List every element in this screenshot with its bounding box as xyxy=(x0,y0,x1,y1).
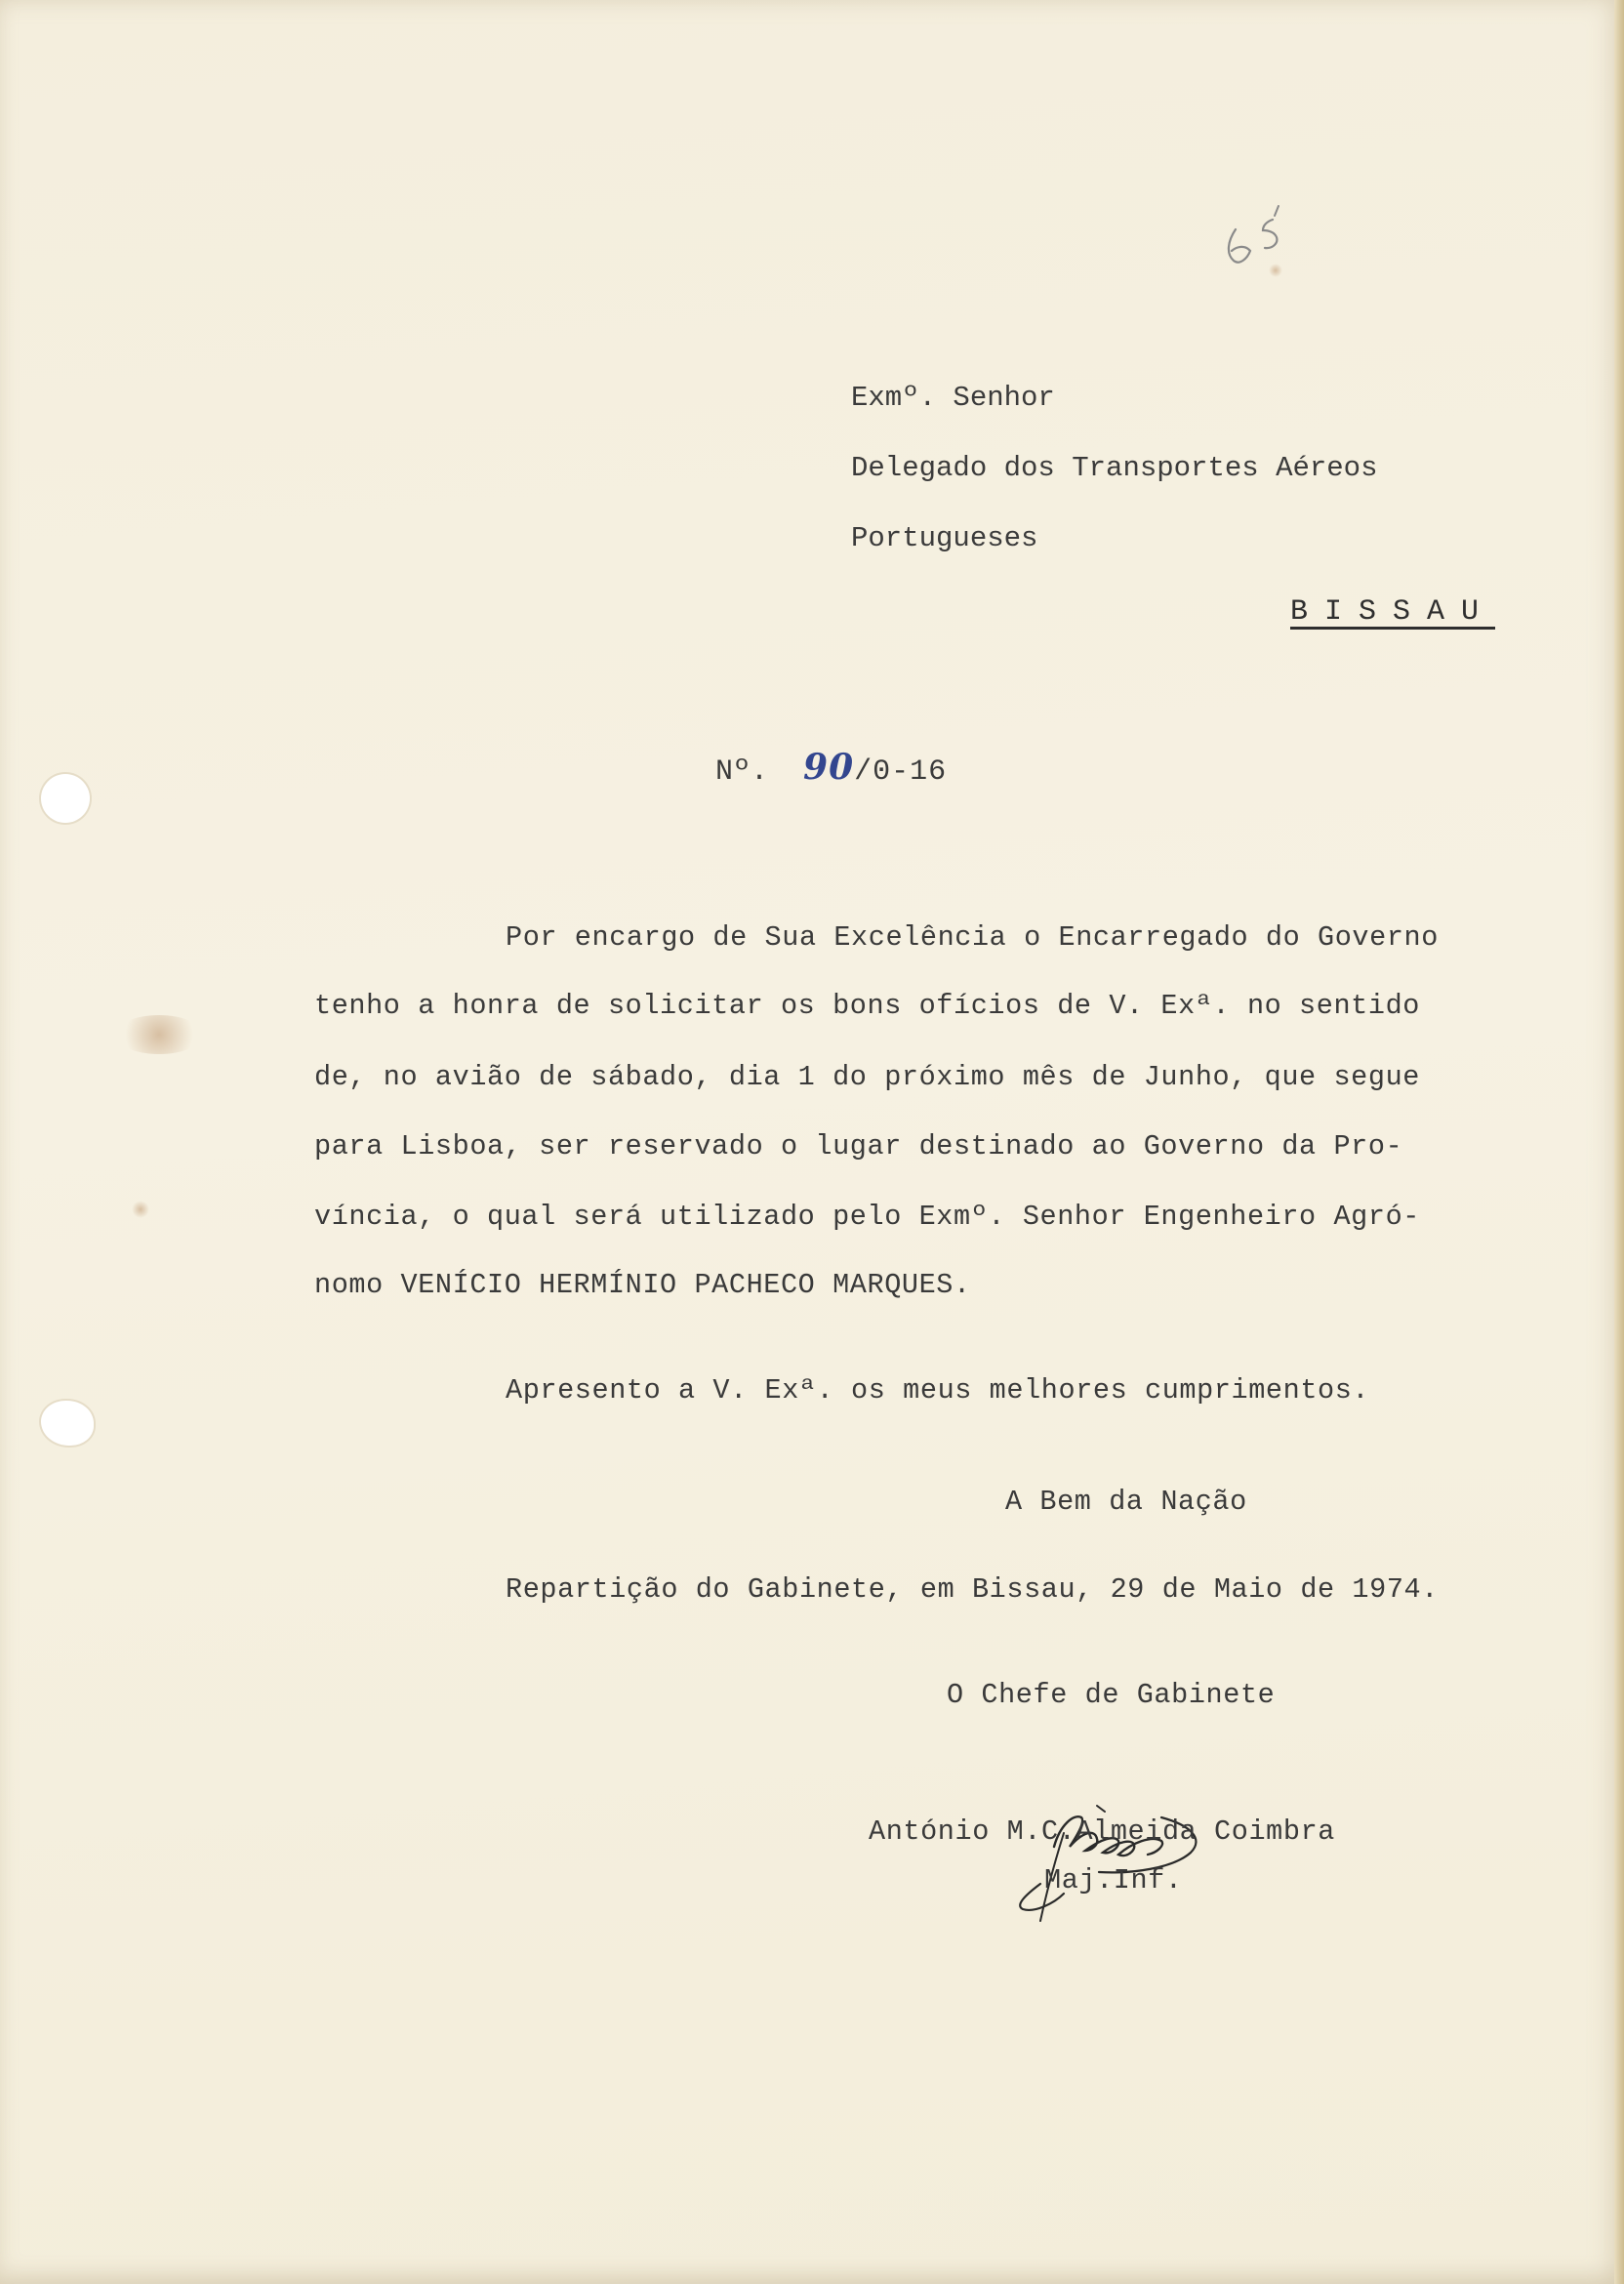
reference-number xyxy=(715,747,947,789)
body-line: para Lisboa, ser reservado o lugar destinado ao Governo da Pro- xyxy=(314,1130,1403,1162)
pencil-folio-mark xyxy=(1218,200,1325,278)
addressee-block xyxy=(851,363,1378,574)
destination-city: BISSAU xyxy=(1290,595,1496,629)
body-line: Por encargo de Sua Excelência o Encarregado do Governo xyxy=(506,921,1439,954)
paper-stain xyxy=(132,1201,149,1218)
body-line: nomo VENÍCIO HERMÍNIO PACHECO MARQUES. xyxy=(314,1269,971,1301)
body-line: de, no avião de sábado, dia 1 do próximo mês de Junho, que segue xyxy=(314,1061,1420,1093)
paper-edge xyxy=(1614,0,1624,2284)
signer-name: António M.C.Almeida Coimbra xyxy=(869,1815,1335,1848)
body-line: tenho a honra de solicitar os bons ofícios de V. Exª. no sentido xyxy=(314,990,1420,1022)
addressee-line-2: Portugueses xyxy=(851,522,1038,554)
greeting-line: Apresento a V. Exª. os meus melhores cumprimentos. xyxy=(506,1374,1370,1407)
signature-block xyxy=(869,1796,1415,1933)
signer-rank: Maj.Inf. xyxy=(1044,1864,1183,1897)
reference-handwritten-number: 90 xyxy=(803,747,855,788)
signer-title: O Chefe de Gabinete xyxy=(947,1679,1276,1711)
addressee-salutation: Exmº. Senhor xyxy=(851,382,1055,414)
motto: A Bem da Nação xyxy=(1005,1486,1247,1518)
reference-label: Nº. xyxy=(715,755,769,789)
place-and-date: Repartição do Gabinete, em Bissau, 29 de Maio de 1974. xyxy=(506,1573,1439,1606)
pencil-folio-number xyxy=(1218,200,1325,278)
punch-hole-top xyxy=(41,774,90,823)
body-line: víncia, o qual será utilizado pelo Exmº. Senhor Engenheiro Agró- xyxy=(314,1201,1420,1233)
reference-suffix: /0-16 xyxy=(854,755,948,789)
punch-hole-bottom xyxy=(41,1401,94,1446)
addressee-line-1: Delegado dos Transportes Aéreos xyxy=(851,452,1378,484)
paper-stain xyxy=(115,1015,203,1054)
